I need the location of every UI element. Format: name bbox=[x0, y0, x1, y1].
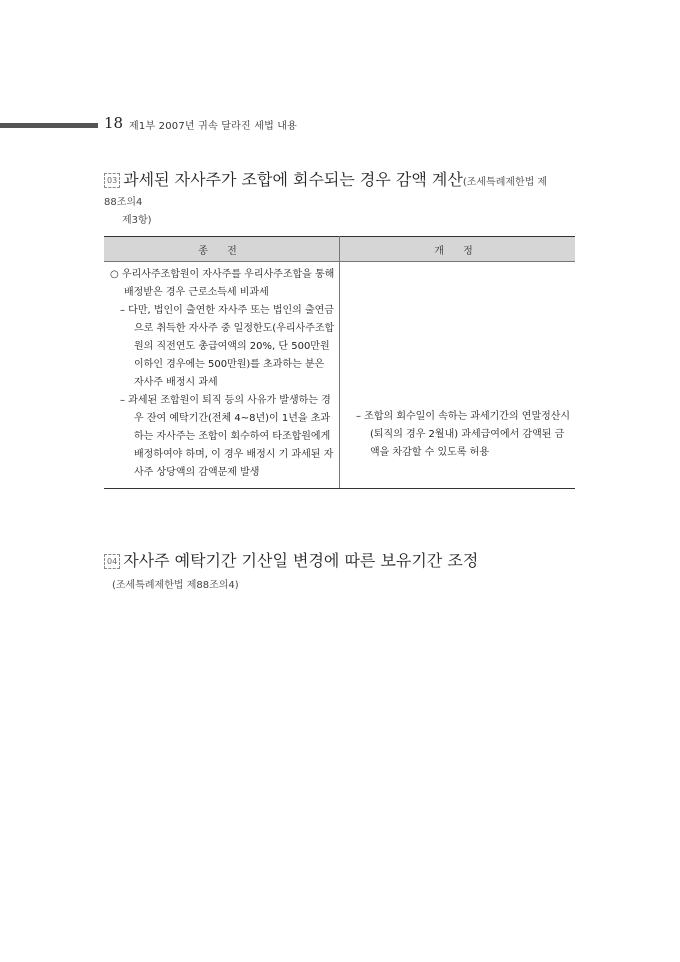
table-row bbox=[104, 262, 575, 489]
running-title: 제1부 2007년 귀속 달라진 세법 내용 bbox=[129, 121, 298, 132]
section2-heading bbox=[104, 550, 478, 572]
column-header-before: 종 전 bbox=[104, 237, 340, 262]
section1-number: 03 bbox=[104, 173, 120, 188]
comparison-table bbox=[104, 236, 575, 489]
before-paragraph: ○ 우리사주조합원이 자사주를 우리사주조합을 통해 배정받은 경우 근로소득세 비과세 bbox=[110, 269, 335, 298]
section1-ref-line3: 제3항) bbox=[122, 215, 152, 226]
section1-title: 과세된 자사주가 조합에 회수되는 경우 감액 계산 bbox=[123, 170, 463, 189]
section2-title: 자사주 예탁기간 기산일 변경에 따른 보유기간 조정 bbox=[123, 551, 479, 570]
section1-ref-line2: 88조의4 bbox=[104, 197, 143, 208]
before-paragraph: – 다만, 법인이 출연한 자사주 또는 법인의 출연금으로 취득한 자사주 중 일정한도(우리사주조합원의 직전연도 총급여액의 20%, 단 500만원 이하인 경우에는 500만원)를 초과하는 분은 자사주 배정시 과세 bbox=[120, 305, 335, 388]
before-paragraph: – 과세된 조합원이 퇴직 등의 사유가 발생하는 경우 잔여 예탁기간(전체 4~8년)이 1년을 초과하는 자사주는 조합이 회수하여 타조합원에게 배정하여야 하며, 이 경우 배정시 기 과세된 자사주 상당액의 감액문제 발생 bbox=[120, 395, 334, 478]
header-rule bbox=[0, 123, 98, 128]
section2-ref: (조세특례제한법 제88조의4) bbox=[112, 580, 239, 591]
before-cell bbox=[104, 262, 340, 489]
page-number: 18 bbox=[104, 114, 124, 132]
after-cell bbox=[340, 262, 576, 489]
after-paragraph: – 조합의 회수일이 속하는 과세기간의 연말정산시(퇴직의 경우 2월내) 과세급여에서 감액된 금액을 차감할 수 있도록 허용 bbox=[356, 411, 571, 458]
section1-heading bbox=[104, 169, 579, 194]
column-header-after: 개 정 bbox=[340, 237, 576, 262]
section2-number: 04 bbox=[104, 554, 120, 569]
section1-ref: (조세특례제한법 제 bbox=[462, 177, 548, 188]
